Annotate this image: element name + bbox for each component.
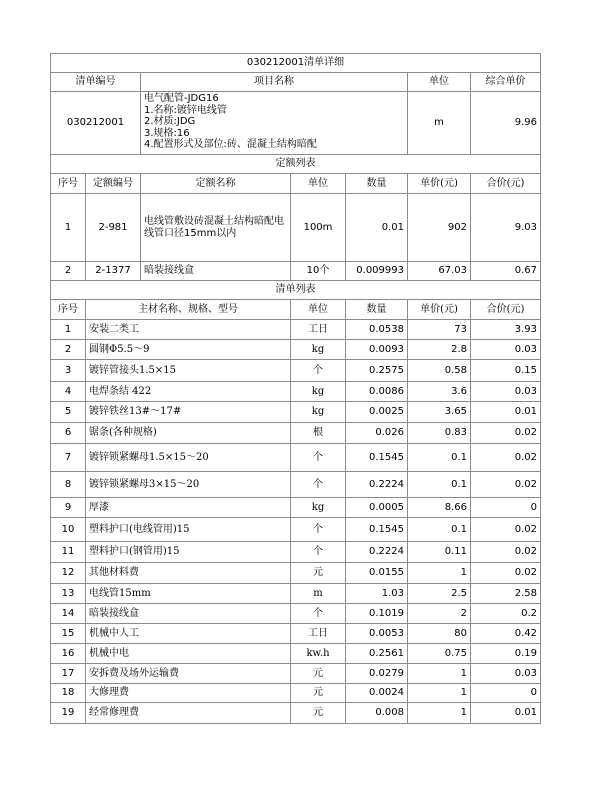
material-price: 80: [408, 624, 471, 644]
material-price: 0.58: [408, 360, 471, 382]
material-name: 厚漆: [86, 498, 291, 518]
quota-qty: 0.009993: [346, 262, 408, 281]
material-total-header: 合价(元): [471, 300, 541, 320]
material-seq: 3: [51, 360, 86, 382]
material-section-row: [51, 281, 541, 300]
bill-name-header: 项目名称: [141, 73, 408, 92]
material-name: 其他材料费: [86, 563, 291, 584]
material-price: 0.1: [408, 472, 471, 498]
material-price: 2.5: [408, 584, 471, 604]
material-qty: 0.1019: [346, 604, 408, 624]
material-name: 镀锌铁丝13#～17#: [86, 402, 291, 423]
bill-description: [141, 92, 408, 155]
quota-section-title: 定额列表: [51, 155, 541, 174]
quota-seq: 1: [51, 194, 86, 262]
material-unit: kg: [291, 402, 346, 423]
material-row: [51, 684, 541, 703]
material-seq: 11: [51, 542, 86, 563]
quota-price: 67.03: [408, 262, 471, 281]
material-name-header: 主材名称、规格、型号: [86, 300, 291, 320]
material-name: 机械中电: [86, 644, 291, 664]
material-total: 3.93: [471, 320, 541, 340]
material-name: 机械中人工: [86, 624, 291, 644]
material-price: 2.8: [408, 340, 471, 360]
material-seq: 12: [51, 563, 86, 584]
quota-price-header: 单价(元): [408, 174, 471, 194]
material-total: 0.02: [471, 423, 541, 444]
material-total: 0.03: [471, 340, 541, 360]
material-seq: 17: [51, 664, 86, 684]
quota-row: [51, 194, 541, 262]
bill-header-row: [51, 73, 541, 92]
material-qty: 0.008: [346, 703, 408, 724]
material-total: 0.2: [471, 604, 541, 624]
bill-desc-line: 2.材质:JDG: [144, 116, 196, 127]
material-seq: 19: [51, 703, 86, 724]
material-seq: 16: [51, 644, 86, 664]
material-price: 0.11: [408, 542, 471, 563]
bill-desc-line: 电气配管-JDG16: [144, 93, 219, 104]
material-price: 3.6: [408, 382, 471, 402]
material-total: 0: [471, 498, 541, 518]
material-price: 0.83: [408, 423, 471, 444]
quota-code: 2-981: [86, 194, 141, 262]
material-seq: 15: [51, 624, 86, 644]
material-unit: 个: [291, 472, 346, 498]
quota-seq: 2: [51, 262, 86, 281]
material-total: 0: [471, 684, 541, 703]
material-total: 0.02: [471, 563, 541, 584]
quota-section-row: [51, 155, 541, 174]
material-row: [51, 320, 541, 340]
material-seq: 6: [51, 423, 86, 444]
quota-unit: 10个: [291, 262, 346, 281]
quota-total: 9.03: [471, 194, 541, 262]
bill-unit-price: 9.96: [471, 92, 541, 155]
material-unit: 元: [291, 684, 346, 703]
quota-name-header: 定额名称: [141, 174, 291, 194]
material-name: 电焊条结 422: [86, 382, 291, 402]
material-unit: kg: [291, 382, 346, 402]
material-name: 大修理费: [86, 684, 291, 703]
quota-seq-header: 序号: [51, 174, 86, 194]
material-qty: 0.0025: [346, 402, 408, 423]
material-seq: 18: [51, 684, 86, 703]
material-row: [51, 664, 541, 684]
material-row: [51, 563, 541, 584]
material-unit: 个: [291, 604, 346, 624]
material-qty: 0.0538: [346, 320, 408, 340]
material-row: [51, 423, 541, 444]
material-seq: 9: [51, 498, 86, 518]
material-total: 0.01: [471, 703, 541, 724]
material-qty: 0.1545: [346, 444, 408, 472]
material-row: [51, 360, 541, 382]
material-total: 0.15: [471, 360, 541, 382]
material-price: 8.66: [408, 498, 471, 518]
material-seq: 1: [51, 320, 86, 340]
material-name: 圆钢Φ5.5～9: [86, 340, 291, 360]
material-unit: 工日: [291, 624, 346, 644]
material-row: [51, 444, 541, 472]
quota-name: 电线管敷设砖混凝土结构暗配电线管口径15mm以内: [141, 194, 291, 262]
bill-code-header: 清单编号: [51, 73, 141, 92]
quota-qty: 0.01: [346, 194, 408, 262]
material-unit: m: [291, 584, 346, 604]
material-row: [51, 644, 541, 664]
material-qty: 0.0053: [346, 624, 408, 644]
material-seq: 4: [51, 382, 86, 402]
material-price: 73: [408, 320, 471, 340]
material-name: 塑料护口(电线管用)15: [86, 518, 291, 542]
quota-code: 2-1377: [86, 262, 141, 281]
material-total: 0.01: [471, 402, 541, 423]
material-name: 镀锌锁紧螺母1.5×15～20: [86, 444, 291, 472]
material-unit: kw.h: [291, 644, 346, 664]
material-seq-header: 序号: [51, 300, 86, 320]
material-price: 1: [408, 703, 471, 724]
page-title: 030212001清单详细: [51, 54, 541, 73]
material-row: [51, 382, 541, 402]
material-seq: 5: [51, 402, 86, 423]
material-unit-header: 单位: [291, 300, 346, 320]
quota-code-header: 定额编号: [86, 174, 141, 194]
material-qty: 0.2224: [346, 472, 408, 498]
material-price: 0.1: [408, 444, 471, 472]
material-name: 安拆费及场外运输费: [86, 664, 291, 684]
quota-row: [51, 262, 541, 281]
material-qty: 0.026: [346, 423, 408, 444]
material-row: [51, 498, 541, 518]
material-row: [51, 472, 541, 498]
bill-unit: m: [408, 92, 471, 155]
quota-unit: 100m: [291, 194, 346, 262]
material-seq: 10: [51, 518, 86, 542]
material-price: 0.1: [408, 518, 471, 542]
quota-total-header: 合价(元): [471, 174, 541, 194]
material-qty-header: 数量: [346, 300, 408, 320]
material-total: 0.02: [471, 444, 541, 472]
title-row: [51, 54, 541, 73]
quota-name: 暗装接线盒: [141, 262, 291, 281]
material-row: [51, 340, 541, 360]
material-row: [51, 402, 541, 423]
material-unit: 个: [291, 518, 346, 542]
material-qty: 0.0155: [346, 563, 408, 584]
material-qty: 0.2561: [346, 644, 408, 664]
material-unit: 工日: [291, 320, 346, 340]
material-qty: 0.0093: [346, 340, 408, 360]
material-name: 电线管15mm: [86, 584, 291, 604]
bill-desc-line: 4.配置形式及部位:砖、混凝土结构暗配: [144, 139, 317, 150]
material-header-row: [51, 300, 541, 320]
material-price-header: 单价(元): [408, 300, 471, 320]
material-unit: kg: [291, 498, 346, 518]
material-unit: 根: [291, 423, 346, 444]
material-name: 镀锌管接头1.5×15: [86, 360, 291, 382]
material-qty: 0.0024: [346, 684, 408, 703]
material-seq: 14: [51, 604, 86, 624]
material-total: 0.02: [471, 542, 541, 563]
material-section-title: 清单列表: [51, 281, 541, 300]
material-qty: 0.2575: [346, 360, 408, 382]
quota-total: 0.67: [471, 262, 541, 281]
bill-desc-line: 1.名称:镀锌电线管: [144, 104, 227, 116]
material-price: 1: [408, 664, 471, 684]
material-name: 锯条(各种规格): [86, 423, 291, 444]
material-qty: 0.0086: [346, 382, 408, 402]
material-unit: 个: [291, 444, 346, 472]
material-total: 2.58: [471, 584, 541, 604]
material-row: [51, 703, 541, 724]
quota-price: 902: [408, 194, 471, 262]
material-unit: 元: [291, 703, 346, 724]
material-row: [51, 624, 541, 644]
material-qty: 0.0005: [346, 498, 408, 518]
material-price: 0.75: [408, 644, 471, 664]
material-total: 0.03: [471, 664, 541, 684]
material-total: 0.19: [471, 644, 541, 664]
material-total: 0.42: [471, 624, 541, 644]
quota-qty-header: 数量: [346, 174, 408, 194]
material-seq: 8: [51, 472, 86, 498]
material-unit: 个: [291, 542, 346, 563]
material-row: [51, 604, 541, 624]
material-name: 经常修理费: [86, 703, 291, 724]
material-seq: 7: [51, 444, 86, 472]
bill-code: 030212001: [51, 92, 141, 155]
bill-row: [51, 92, 541, 155]
material-total: 0.03: [471, 382, 541, 402]
material-name: 镀锌锁紧螺母3×15～20: [86, 472, 291, 498]
material-price: 1: [408, 684, 471, 703]
material-qty: 0.1545: [346, 518, 408, 542]
material-qty: 1.03: [346, 584, 408, 604]
material-qty: 0.2224: [346, 542, 408, 563]
material-name: 塑料护口(钢管用)15: [86, 542, 291, 563]
material-unit: kg: [291, 340, 346, 360]
material-price: 2: [408, 604, 471, 624]
material-total: 0.02: [471, 472, 541, 498]
material-unit: 元: [291, 563, 346, 584]
material-total: 0.02: [471, 518, 541, 542]
material-row: [51, 542, 541, 563]
material-price: 1: [408, 563, 471, 584]
material-name: 暗装接线盒: [86, 604, 291, 624]
bill-detail-table: [50, 53, 541, 724]
material-seq: 13: [51, 584, 86, 604]
material-price: 3.65: [408, 402, 471, 423]
bill-price-header: 综合单价: [471, 73, 541, 92]
material-qty: 0.0279: [346, 664, 408, 684]
quota-header-row: [51, 174, 541, 194]
quota-unit-header: 单位: [291, 174, 346, 194]
material-row: [51, 584, 541, 604]
bill-desc-line: 3.规格:16: [144, 127, 190, 139]
material-name: 安装二类工: [86, 320, 291, 340]
material-unit: 元: [291, 664, 346, 684]
material-row: [51, 518, 541, 542]
material-seq: 2: [51, 340, 86, 360]
material-unit: 个: [291, 360, 346, 382]
bill-unit-header: 单位: [408, 73, 471, 92]
